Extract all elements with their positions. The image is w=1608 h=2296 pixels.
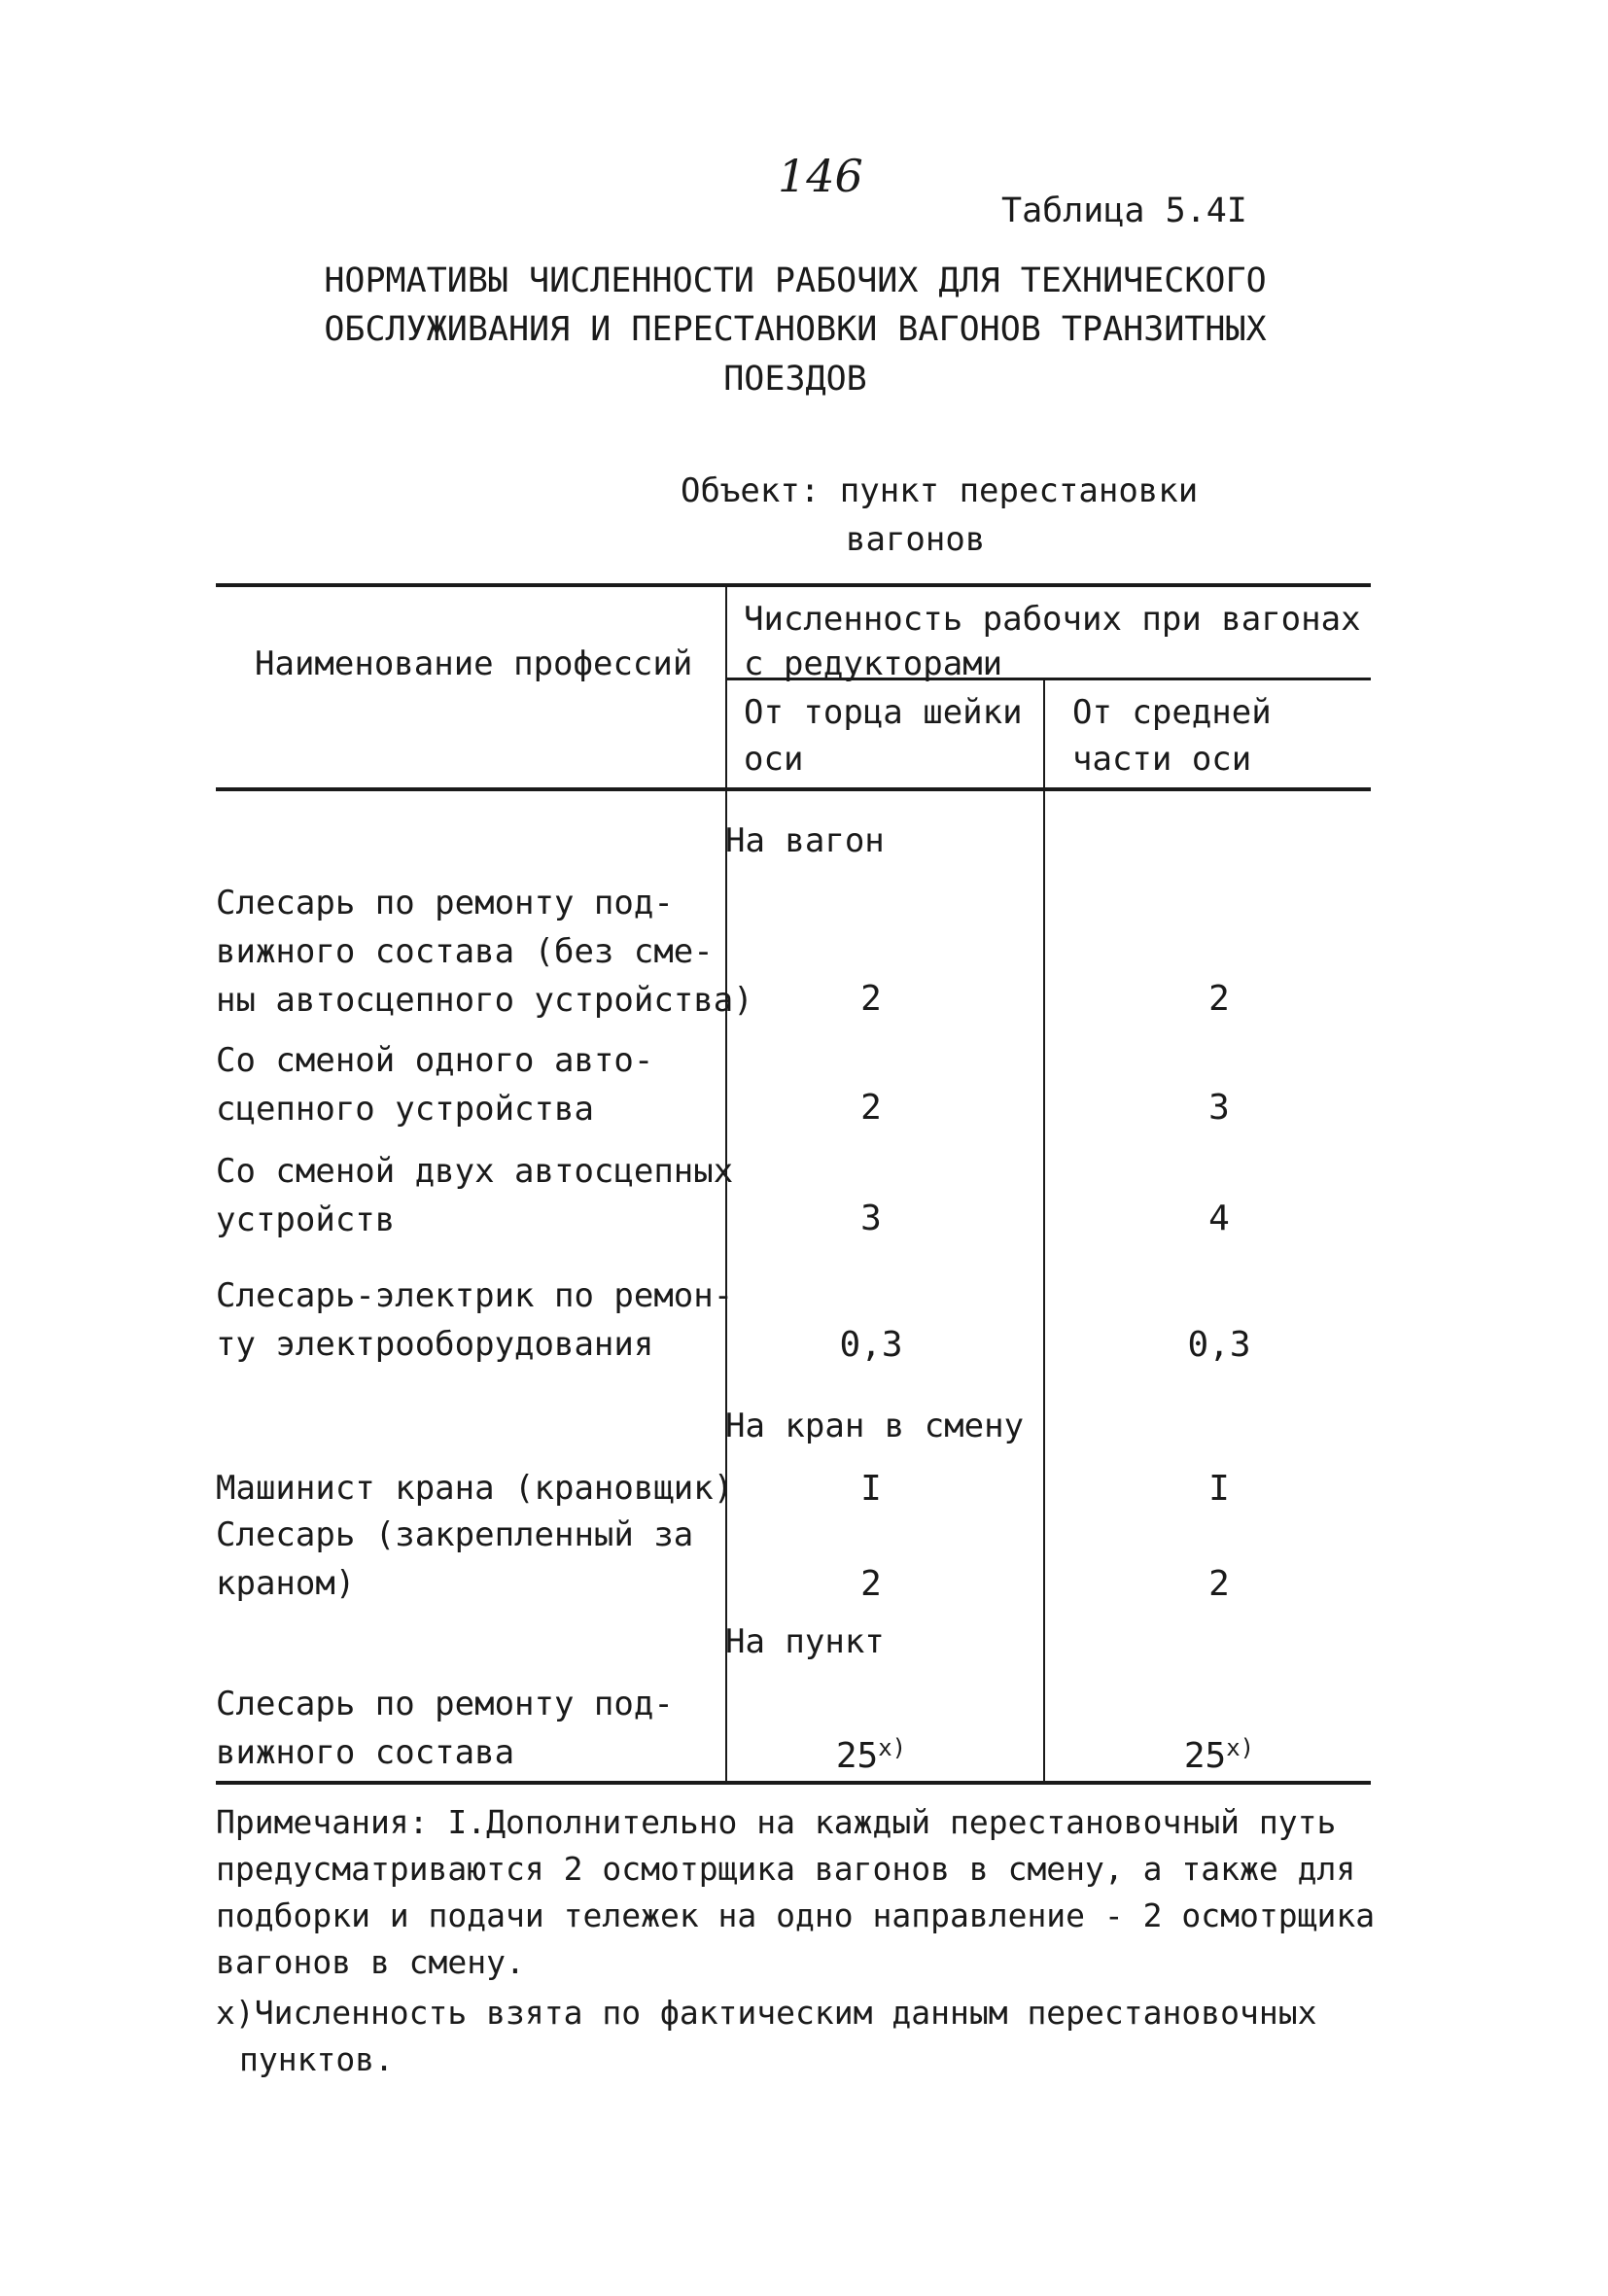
header-profession: Наименование профессий — [255, 644, 693, 683]
footnote-line: пунктов. — [239, 2040, 394, 2078]
profession-line: вижного состава — [216, 1733, 515, 1772]
header-col-a-line-1: От торца шейки — [744, 693, 1023, 732]
profession-line: ту электрооборудования — [216, 1325, 654, 1364]
object-caption-line-2: вагонов — [846, 520, 986, 559]
profession-line: Слесарь по ремонту под- — [216, 1685, 674, 1723]
table-title-line-2: ОБСЛУЖИВАНИЯ И ПЕРЕСТАНОВКИ ВАГОНОВ ТРАНЗИТНЫХ — [324, 310, 1267, 349]
table-bottom-rule — [216, 1781, 1371, 1785]
profession-line: Машинист крана (крановщик) — [216, 1469, 734, 1508]
table-label: Таблица 5.4I — [1001, 191, 1247, 230]
profession-line: Со сменой одного авто- — [216, 1041, 654, 1080]
profession-line: сцепного устройства — [216, 1090, 594, 1129]
value-col-a: 2 — [860, 1564, 882, 1604]
note-line: Примечания: I.Дополнительно на каждый перестановочный путь — [216, 1803, 1337, 1841]
header-col-a-line-2: оси — [744, 740, 804, 779]
section-label: На пункт — [725, 1622, 885, 1661]
value-col-a: 2 — [860, 979, 882, 1019]
header-col-b-line-2: части оси — [1072, 740, 1252, 779]
profession-line: Слесарь-электрик по ремон- — [216, 1276, 734, 1315]
header-col-b-line-1: От средней — [1072, 693, 1272, 732]
value-col-a: $25^{х)}$ — [835, 1734, 907, 1776]
value-col-a: 2 — [860, 1088, 882, 1128]
value-col-b: 2 — [1208, 1564, 1230, 1604]
footnote-marker: х) — [878, 1734, 907, 1761]
value-col-b: $25^{х)}$ — [1183, 1734, 1255, 1776]
note-line: подборки и подачи тележек на одно направление - 2 осмотрщика — [216, 1896, 1376, 1934]
header-group-line-1: Численность рабочих при вагонах — [744, 600, 1361, 639]
value-col-b: 4 — [1208, 1199, 1230, 1238]
value-col-a: 3 — [860, 1199, 882, 1238]
profession-line: ны автосцепного устройства) — [216, 981, 753, 1020]
value-col-b: I — [1208, 1469, 1230, 1509]
table-title-line-3: ПОЕЗДОВ — [723, 360, 867, 399]
profession-line: устройств — [216, 1200, 396, 1239]
value-col-b: 2 — [1208, 979, 1230, 1019]
profession-line: Со сменой двух автосцепных — [216, 1152, 734, 1191]
note-line: вагонов в смену. — [216, 1943, 525, 1981]
value-col-a: 0,3 — [839, 1325, 903, 1365]
note-line: предусматриваются 2 осмотрщика вагонов в смену, а также для — [216, 1850, 1356, 1888]
object-caption-line-1: Объект: пункт перестановки — [681, 471, 1199, 510]
profession-line: Слесарь (закрепленный за — [216, 1515, 694, 1554]
header-bottom-rule — [216, 787, 1371, 791]
section-label: На вагон — [725, 821, 885, 860]
profession-line: краном) — [216, 1564, 356, 1603]
column-divider-2 — [1043, 680, 1045, 1781]
value-col-b: 3 — [1208, 1088, 1230, 1128]
section-label: На кран в смену — [725, 1407, 1025, 1445]
header-group-line-2: с редукторами — [744, 644, 1003, 683]
footnote-marker: х) — [1226, 1734, 1255, 1761]
value-col-a: I — [860, 1469, 882, 1509]
profession-line: Слесарь по ремонту под- — [216, 884, 674, 922]
profession-line: вижного состава (без сме- — [216, 932, 714, 971]
table-top-rule — [216, 583, 1371, 587]
value-col-b: 0,3 — [1187, 1325, 1251, 1365]
page-number: 146 — [778, 150, 863, 202]
table-title-line-1: НОРМАТИВЫ ЧИСЛЕННОСТИ РАБОЧИХ ДЛЯ ТЕХНИЧЕСКОГО — [324, 261, 1267, 300]
footnote-line: х)Численность взята по фактическим данным перестановочных — [216, 1994, 1317, 2032]
